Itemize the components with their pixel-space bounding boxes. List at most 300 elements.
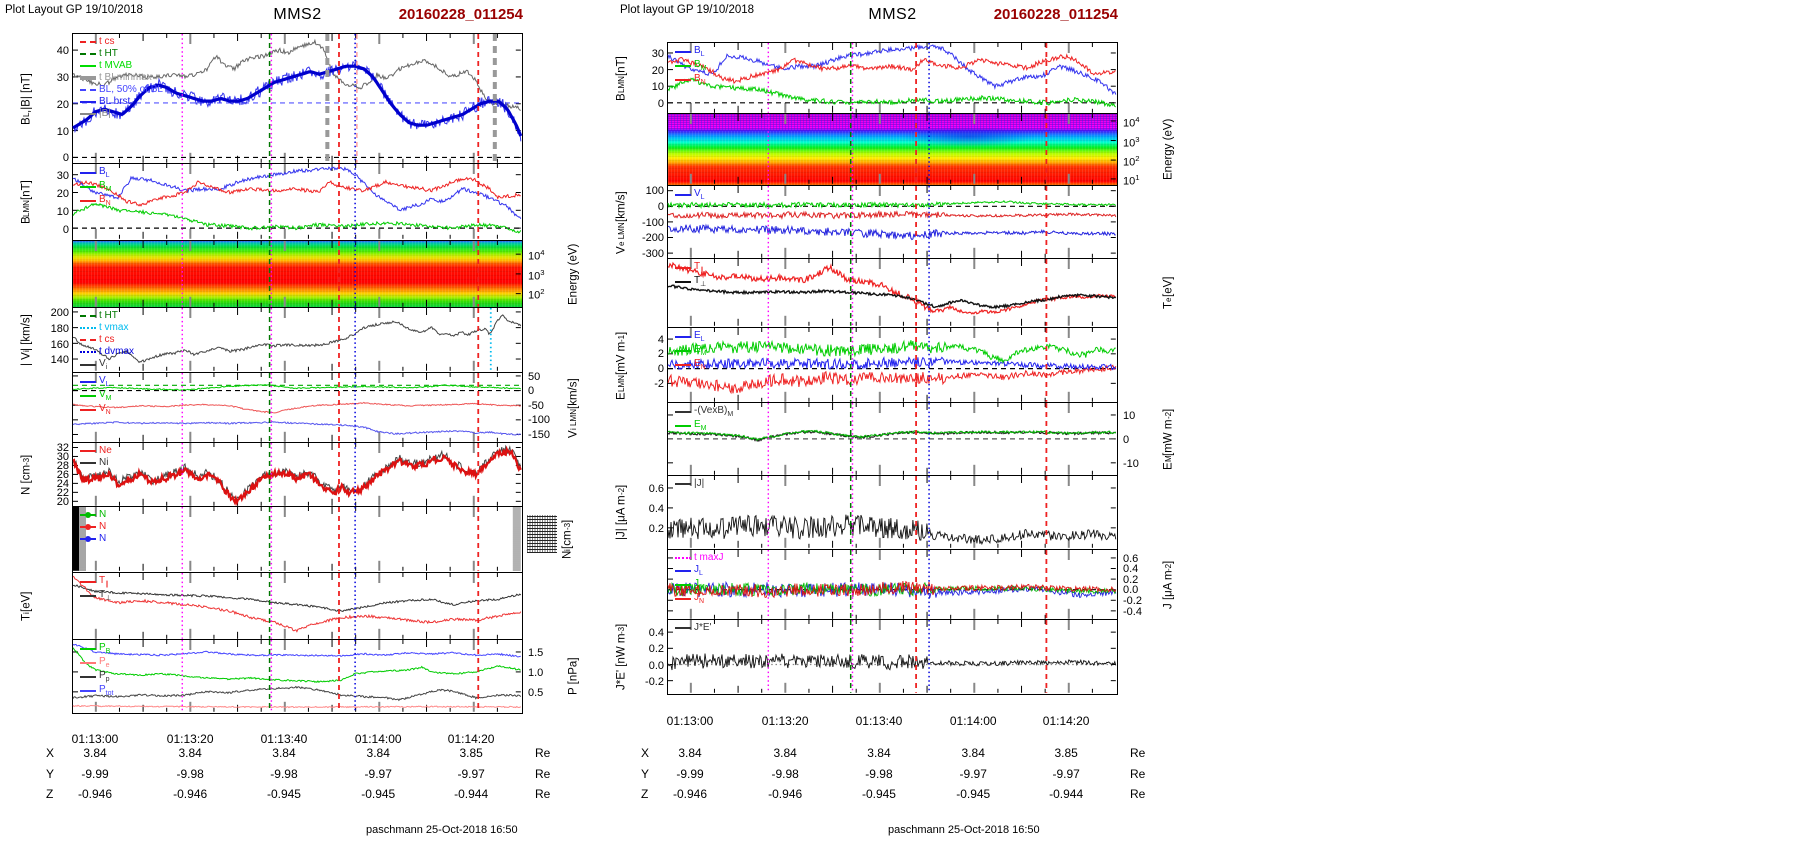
legend-entry-label: |B| [99, 108, 111, 119]
legend-entry-label: $B_M$ [694, 59, 707, 72]
legend-entry [80, 167, 112, 179]
legend-marker-dot [85, 512, 91, 518]
legend-entry [80, 671, 113, 683]
y-tick-label: 28 [56, 460, 69, 473]
legend-line-sample [80, 676, 96, 678]
panel-right-em [667, 402, 1175, 477]
panel-left-density-extra [72, 506, 574, 573]
legend-entry-label: Ne [99, 445, 112, 456]
y-tick-label: 200 [50, 307, 69, 320]
ephemeris-value: 3.84 [83, 746, 107, 760]
ephemeris-unit: Re [535, 787, 551, 801]
legend-entry [675, 565, 723, 577]
legend-entry [675, 593, 723, 605]
legend-line-sample [80, 690, 96, 692]
legend-entry-label: $V_L$ [694, 187, 705, 201]
y-tick-label: 0.4 [1123, 563, 1139, 576]
y-tick-label: 160 [50, 338, 69, 351]
plot-canvas-jmag [668, 476, 1116, 548]
ephemeris-value: 3.85 [459, 746, 483, 760]
legend-entry-label: $V_L$ [99, 374, 110, 388]
y-tick-label: 0.0 [648, 659, 664, 672]
garbled-tick-labels [527, 515, 557, 553]
y-axis-label-jmag: |J| [μA m -2 ] [615, 485, 628, 541]
legend-entry [80, 404, 112, 416]
x-tick-label: 01:13:40 [260, 732, 308, 746]
ephemeris-value: -9.98 [771, 767, 799, 781]
legend-line-sample [80, 186, 96, 188]
y-tick-label: 4 [657, 333, 664, 346]
y-tick-label: -150 [528, 429, 551, 442]
legend-entry [675, 331, 707, 343]
y-tick-label: 30 [56, 451, 69, 464]
legend-entry [675, 406, 733, 418]
legend-line-sample [675, 336, 691, 338]
y-tick-label: 1.5 [528, 647, 544, 660]
panel-right-j-lmn [667, 549, 1175, 621]
y-tick-label: 140 [50, 354, 69, 367]
legend-entry [675, 60, 707, 72]
legend-b-lmn [675, 46, 707, 88]
legend-entry-label: $P_B$ [99, 642, 111, 656]
legend-line-sample [675, 557, 691, 559]
legend-entry-label: $J_M$ [694, 577, 705, 591]
legend-e-lmn [675, 331, 707, 373]
ephemeris-value: 3.84 [678, 746, 702, 760]
legend-entry-label: $P_e$ [99, 656, 110, 670]
x-tick-label: 01:14:20 [447, 732, 495, 746]
legend-entry-label: $B_N$ [694, 73, 706, 86]
y-tick-label: -100 [641, 216, 664, 229]
legend-entry-label: $E_N$ [694, 357, 706, 371]
legend-line-sample [675, 598, 691, 600]
ephemeris-row-label: Z [641, 787, 649, 801]
plot-canvas-ti [73, 573, 521, 639]
ephemeris-value: 3.84 [366, 746, 390, 760]
legend-entry-label: |J| [694, 478, 705, 490]
ephemeris-unit: Re [535, 746, 551, 760]
legend-entry-label: N [99, 509, 107, 521]
legend-entry-label: t vmax [99, 322, 129, 334]
y-axis-label-te: T e [eV] [1162, 277, 1175, 310]
plot-canvas-vi-lmn [73, 373, 521, 442]
legend-entry [80, 376, 112, 388]
program-header-right: Plot layout GP 19/10/2018 [620, 4, 755, 16]
y-tick-label: 0 [657, 363, 664, 376]
plot-canvas-density [73, 443, 521, 506]
ephemeris-value: -0.946 [77, 787, 113, 801]
legend-entry [80, 657, 113, 669]
legend-line-sample [675, 411, 691, 413]
legend-line-sample [80, 351, 96, 353]
panel-left-vi-lmn [72, 370, 580, 444]
y-tick-label: $10^2$ [528, 287, 545, 303]
spacecraft-title-right: MMS2 [868, 6, 917, 23]
legend-entry [80, 685, 113, 697]
y-tick-label: 0 [1123, 433, 1130, 446]
ephemeris-value: -9.98 [865, 767, 893, 781]
legend-entry [80, 643, 113, 655]
legend-line-sample [80, 101, 96, 103]
ephemeris-row-label: X [46, 746, 55, 760]
legend-entry-label: $P_p$ [99, 670, 110, 684]
event-id-left: 20160228_011254 [398, 6, 523, 23]
x-tick-label: 01:14:00 [949, 714, 997, 728]
ephemeris-row-label: Y [641, 767, 650, 781]
y-tick-label: -10 [1123, 457, 1139, 470]
x-tick-label: 01:13:00 [666, 714, 714, 728]
legend-entry [80, 590, 111, 602]
legend-entry-label: BL brst [99, 96, 131, 107]
legend-line-sample [80, 41, 96, 43]
y-tick-label: 30 [651, 47, 664, 60]
legend-entry [80, 37, 163, 47]
y-tick-label: 180 [50, 322, 69, 335]
y-tick-label: 26 [56, 469, 69, 482]
ephemeris-value: -0.945 [361, 787, 396, 801]
plot-canvas-vi-mag [73, 308, 521, 371]
ephemeris-value: -0.946 [173, 787, 208, 801]
legend-entry [675, 479, 704, 489]
legend-line-sample [675, 51, 691, 53]
panel-right-e-spec [667, 113, 1175, 188]
y-axis-label-em: E M [mW m -2 ] [1162, 408, 1175, 471]
legend-entry-label: t MVAB [99, 60, 133, 71]
legend-jdote [675, 623, 711, 635]
legend-line-sample [675, 627, 691, 629]
plot-canvas-ion-spec [73, 241, 521, 307]
legend-entry [675, 579, 723, 591]
ephemeris-value: -9.97 [1052, 767, 1080, 781]
legend-entry [80, 323, 134, 333]
legend-pressure [80, 643, 113, 699]
legend-line-sample [80, 53, 96, 55]
legend-entry [675, 74, 707, 86]
legend-line-sample [80, 339, 96, 341]
legend-entry [80, 359, 134, 371]
ephemeris-value: -0.945 [861, 787, 896, 801]
legend-entry [80, 61, 163, 71]
y-tick-label: 40 [56, 45, 69, 58]
legend-entry-label: $J_N$ [694, 591, 705, 605]
panel-left-density [20, 442, 523, 509]
legend-entry-label: t HT [99, 310, 118, 322]
legend-entry [675, 46, 707, 58]
ephemeris-value: 3.84 [773, 746, 797, 760]
legend-ti [80, 576, 111, 604]
ephemeris-value: -9.98 [176, 767, 204, 781]
legend-line-sample [80, 364, 96, 366]
ephemeris-unit: Re [1130, 746, 1146, 760]
ephemeris-row-label: X [641, 746, 650, 760]
y-tick-label: $10^3$ [528, 267, 545, 283]
y-tick-label: 0 [62, 152, 69, 165]
plot-canvas-pressure [73, 640, 521, 712]
legend-line-sample [80, 662, 96, 664]
y-tick-label: -100 [528, 414, 551, 427]
y-tick-label: 32 [56, 442, 69, 455]
ephemeris-value: 3.84 [961, 746, 985, 760]
legend-line-sample [80, 526, 96, 528]
y-tick-label: 10 [56, 125, 69, 138]
legend-line-sample [80, 381, 96, 383]
plot-canvas-e-spec [668, 114, 1116, 184]
ephemeris-unit: Re [1130, 767, 1146, 781]
legend-marker-dot [85, 524, 91, 530]
legend-line-sample [80, 581, 96, 583]
y-axis-label-bl-bmag: B L ,|B| [nT] [20, 73, 33, 126]
legend-entry-label: t cs [99, 36, 115, 47]
ephemeris-row-label: Y [46, 767, 55, 781]
legend-line-sample [80, 65, 96, 67]
ephemeris-value: 3.84 [867, 746, 891, 760]
y-tick-label: 10 [651, 81, 664, 94]
legend-entry-label: $P_{tot}$ [99, 684, 114, 698]
legend-line-sample [80, 538, 96, 540]
legend-entry [80, 446, 112, 456]
legend-entry-label: $E_M$ [694, 419, 707, 432]
legend-entry [80, 195, 112, 207]
y-tick-label: -0.2 [1123, 595, 1142, 608]
x-tick-label: 01:14:00 [354, 732, 402, 746]
legend-entry-label: $V_M$ [99, 388, 112, 402]
y-axis-label-ve-lmn: V e LMN [km/s] [615, 191, 628, 254]
credit-footer-right: paschmann 25-Oct-2018 16:50 [888, 824, 1040, 836]
legend-entry [80, 97, 163, 107]
plot-canvas-b-lmn [73, 164, 521, 239]
ephemeris-value: -9.99 [676, 767, 704, 781]
legend-entry [80, 534, 106, 544]
legend-b-lmn [80, 167, 112, 209]
y-tick-label: $10^4$ [528, 247, 545, 263]
y-tick-label: 0.0 [1123, 584, 1139, 597]
legend-line-sample [80, 595, 96, 597]
legend-line-sample [675, 483, 691, 485]
y-tick-label: 1.0 [528, 667, 544, 680]
y-axis-label-density-extra: N i [cm -3 ] [561, 520, 574, 560]
y-tick-label: -2 [654, 377, 664, 390]
legend-entry [675, 189, 705, 201]
legend-line-sample [80, 409, 96, 411]
panel-right-jmag [615, 475, 1118, 550]
y-tick-label: $10^3$ [1123, 134, 1140, 150]
legend-entry-label: $B_N$ [99, 194, 111, 208]
ephemeris-value: -0.946 [672, 787, 708, 801]
legend-line-sample [675, 570, 691, 572]
legend-line-sample [80, 315, 96, 317]
legend-line-sample [80, 462, 96, 464]
legend-entry [80, 335, 134, 345]
y-tick-label: 30 [56, 71, 69, 84]
legend-entry-label: $E_M$ [694, 343, 707, 357]
legend-entry-label: t maxJ [694, 551, 724, 563]
ephemeris-value: -0.945 [956, 787, 991, 801]
legend-te [675, 262, 706, 290]
plot-canvas-te [668, 259, 1116, 326]
y-tick-label: 0.2 [1123, 573, 1139, 586]
legend-line-sample [675, 281, 691, 283]
legend-bl-bmag [80, 37, 163, 121]
legend-vi-mag [80, 311, 134, 373]
legend-entry-label: $T_\parallel$ [694, 261, 704, 275]
legend-entry [80, 347, 134, 357]
program-header-left: Plot Layout GP 19/10/2018 [5, 4, 143, 16]
ephemeris-value: -0.944 [1049, 787, 1084, 801]
legend-entry-label: t dvmax [99, 346, 135, 358]
y-tick-label: 20 [56, 496, 69, 509]
y-tick-label: 0.2 [648, 643, 664, 656]
y-tick-label: 20 [651, 64, 664, 77]
legend-line-sample [80, 514, 96, 516]
y-tick-label: 2 [657, 348, 664, 361]
legend-entry-label: $B_M$ [99, 180, 112, 194]
y-axis-label-e-lmn: E LMN [mV m -1 ] [615, 330, 628, 400]
legend-line-sample [675, 350, 691, 352]
x-tick-label: 01:13:20 [166, 732, 214, 746]
legend-line-sample [80, 113, 96, 115]
legend-entry-label: $T_\parallel$ [99, 574, 109, 588]
legend-entry [675, 553, 723, 563]
legend-entry-label: J*E' [694, 622, 712, 634]
legend-entry-label: $T_\perp$ [694, 275, 707, 289]
legend-line-sample [675, 194, 691, 196]
x-tick-label: 01:13:00 [71, 732, 119, 746]
y-tick-label: -300 [641, 247, 664, 260]
legend-entry [80, 49, 163, 59]
y-axis-label-b-lmn: B LMN [nT] [615, 56, 628, 101]
ephemeris-unit: Re [1130, 787, 1146, 801]
y-tick-label: 0 [62, 223, 69, 236]
legend-line-sample [80, 648, 96, 650]
y-axis-label-vi-mag: | V i | [km/s] [20, 313, 33, 367]
panel-left-pressure [72, 639, 580, 714]
y-tick-label: 0.6 [1123, 552, 1139, 565]
panel-right-e-lmn [615, 327, 1118, 404]
y-tick-label: 30 [56, 170, 69, 183]
y-tick-label: -50 [528, 399, 544, 412]
y-axis-label-j-lmn: J [μA m -2 ] [1162, 560, 1175, 610]
legend-entry-label: $B_L$ [99, 166, 110, 180]
x-tick-label: 01:13:20 [761, 714, 809, 728]
legend-line-sample [675, 584, 691, 586]
plot-canvas-e-lmn [668, 328, 1116, 402]
y-tick-label: $10^4$ [1123, 115, 1140, 131]
legend-entry [80, 576, 111, 588]
ephemeris-unit: Re [535, 767, 551, 781]
y-tick-label: 10 [1123, 409, 1136, 422]
spacecraft-title-left: MMS2 [273, 6, 322, 23]
ephemeris-value: 3.84 [178, 746, 202, 760]
legend-entry [80, 390, 112, 402]
legend-line-sample [80, 450, 96, 452]
panel-right-te [667, 258, 1175, 328]
y-tick-label: $10^2$ [1123, 154, 1140, 170]
y-tick-label: -0.4 [1123, 605, 1142, 618]
y-tick-label: 20 [56, 98, 69, 111]
y-axis-label-b-lmn: B LMN [nT] [20, 180, 33, 225]
plot-canvas-em [668, 403, 1116, 475]
plot-canvas-jdote [668, 620, 1116, 693]
legend-entry [80, 85, 163, 95]
ephemeris-value: -9.97 [364, 767, 392, 781]
legend-marker-dot [85, 536, 91, 542]
legend-density [80, 446, 112, 470]
legend-line-sample [675, 425, 691, 427]
legend-entry [675, 420, 733, 432]
legend-density-extra [80, 510, 106, 546]
y-tick-label: 0 [528, 385, 535, 398]
ephemeris-value: -0.944 [454, 787, 489, 801]
legend-line-sample [80, 395, 96, 397]
panel-left-ti [20, 572, 523, 641]
legend-entry-label: $V_N$ [99, 402, 111, 416]
legend-entry [80, 73, 163, 83]
y-tick-label: 0.6 [648, 483, 664, 496]
ephemeris-value: -0.945 [266, 787, 301, 801]
y-tick-label: 0 [657, 201, 664, 214]
legend-entry-label: $B_L$ [694, 45, 705, 58]
legend-em [675, 406, 733, 434]
y-tick-label: 0.4 [648, 627, 664, 640]
y-tick-label: 0.4 [648, 503, 664, 516]
legend-line-sample [675, 65, 691, 67]
y-tick-label: 0.5 [528, 687, 544, 700]
legend-jmag [675, 479, 704, 491]
x-tick-label: 01:14:20 [1042, 714, 1090, 728]
credit-footer-left: paschmann 25-Oct-2018 16:50 [366, 824, 518, 836]
legend-line-sample [675, 364, 691, 366]
y-tick-label: -200 [641, 232, 664, 245]
panel-left-ion-spec [72, 240, 580, 309]
legend-entry-label: Ni [99, 457, 109, 468]
legend-line-sample [675, 79, 691, 81]
legend-entry-label: N [99, 521, 107, 533]
y-axis-label-ti: T i [eV] [20, 591, 33, 621]
ephemeris-row-label: Z [46, 787, 54, 801]
legend-entry-label: N [99, 533, 107, 545]
ephemeris-value: -9.97 [959, 767, 987, 781]
legend-line-sample [80, 200, 96, 202]
legend-entry [80, 510, 106, 520]
legend-entry [80, 181, 112, 193]
legend-entry [80, 522, 106, 532]
legend-entry-label: t HT [99, 48, 118, 59]
legend-line-sample [80, 172, 96, 174]
legend-line-sample [80, 89, 96, 91]
legend-line-sample [80, 76, 96, 80]
panel-right-b-lmn [615, 42, 1118, 115]
legend-ve-lmn [675, 189, 705, 203]
y-axis-label-e-spec: Energy (eV) [1162, 119, 1175, 181]
legend-entry-label: BL, 50% of BL [99, 84, 163, 95]
legend-entry [675, 623, 711, 633]
ephemeris-value: -0.946 [768, 787, 803, 801]
x-tick-label: 01:13:40 [855, 714, 903, 728]
y-tick-label: $10^1$ [1123, 173, 1140, 188]
ephemeris-value: 3.85 [1054, 746, 1078, 760]
y-tick-label: 10 [56, 205, 69, 218]
legend-line-sample [675, 267, 691, 269]
legend-entry-label: t BLminmax [99, 72, 152, 83]
legend-entry-label: t cs [99, 334, 115, 346]
y-tick-label: -0.2 [645, 675, 664, 688]
legend-entry-label: $T_\perp$ [99, 588, 112, 602]
plot-canvas-j-lmn [668, 550, 1116, 619]
legend-entry [80, 458, 112, 468]
legend-entry [675, 359, 707, 371]
panel-left-b-lmn [20, 163, 523, 241]
plot-canvas-density-extra [73, 507, 521, 571]
